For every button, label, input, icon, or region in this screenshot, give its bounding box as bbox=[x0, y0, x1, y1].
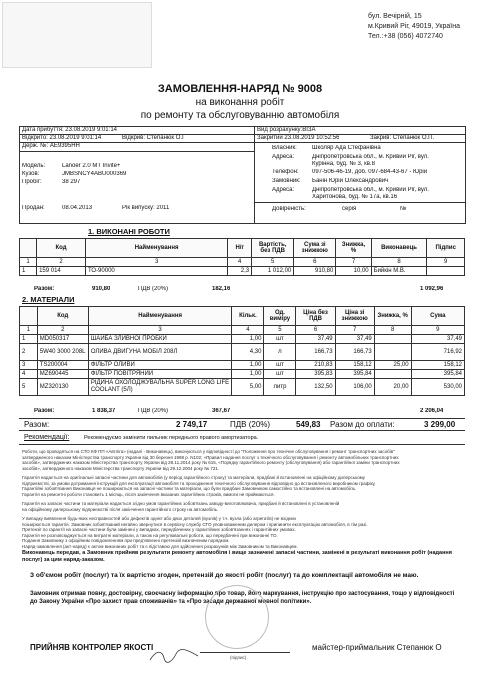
cell-discounted: 158,12 bbox=[335, 361, 374, 370]
col-number: 6 bbox=[294, 258, 336, 267]
phone-label: Телефон: bbox=[272, 169, 299, 175]
cell-qty: 1,00 bbox=[232, 361, 264, 370]
summary-pay-label: Разом до оплати: bbox=[330, 420, 395, 429]
customer-label: Замовник: bbox=[272, 178, 301, 184]
year-of-manufacture: Рік випуску: 2011 bbox=[122, 205, 170, 211]
opened-by: Відкрив: Степанюк О.І bbox=[122, 135, 184, 141]
works-vat-label: ПДВ (20%) bbox=[138, 286, 169, 292]
address-line: Тел.:+38 (056) 4072740 bbox=[368, 33, 443, 40]
table-row bbox=[20, 370, 465, 379]
col-number: 3 bbox=[86, 258, 228, 267]
summary-pay: 3 299,00 bbox=[424, 420, 456, 429]
cell-name: ОЛИВА ДВИГУНА МОБІЛ 208Л bbox=[88, 344, 232, 361]
summary-vat-label: ПДВ (20%) bbox=[230, 420, 271, 429]
fine-print-line: Претензії по гарантії на запасні частини були замінені у випадках, передбачених у гарантійних зобов'язаннях і гарантійних умовах. bbox=[22, 527, 296, 532]
cell-sum: 37,49 bbox=[411, 335, 464, 344]
cell-signature bbox=[427, 267, 465, 276]
payment-type: Вид розрахунку:ВІЗА bbox=[257, 127, 316, 133]
proxy-number: № bbox=[400, 206, 407, 212]
fine-print-line: підприємстві, за умови дотримання інструкцій для експлуатації автомобіля та проходження технічного обслуговування відповідно до встановленого виробником графіку, bbox=[22, 480, 376, 486]
cell-price: 395,83 bbox=[296, 370, 335, 379]
cell-discount: 25,00 bbox=[374, 361, 411, 370]
col-number: 5 bbox=[264, 326, 296, 335]
proxy-label: Довіреність: bbox=[272, 206, 306, 212]
mileage-label: Пробіг: bbox=[22, 179, 42, 185]
company-stamp bbox=[205, 585, 269, 649]
fine-print-line: затвердженого наказом Міністерства транспорту України від 30 березня 1998 р. N102; «Правил надання послуг з технічного обслуговування і ремонту автомобільних транспортних bbox=[22, 454, 399, 460]
col-header: Виконавець bbox=[371, 239, 427, 258]
works-total-net: 910,80 bbox=[92, 286, 111, 292]
company-address bbox=[368, 12, 460, 42]
customer-address-line: Харитонова, буд. № 17а, кв.16 bbox=[312, 194, 398, 200]
cell-price: 166,73 bbox=[296, 344, 335, 361]
col-number: 7 bbox=[336, 258, 371, 267]
opened-date: Відкрито: 23.08.2019 9:01:14 bbox=[22, 135, 102, 141]
proxy-series: серія bbox=[342, 206, 357, 212]
works-total-label: Разом: bbox=[34, 286, 55, 292]
cell-discounted: 37,49 bbox=[335, 335, 374, 344]
cell-unit: литр bbox=[264, 379, 296, 396]
works-section-title: 1. ВИКОНАНІ РОБОТИ bbox=[88, 227, 170, 236]
fine-print-line: засобів», затвердженого наказом Міністерства транспорту України від 29.12.2004 року № 721. bbox=[22, 465, 220, 471]
table-number-row bbox=[20, 326, 465, 335]
cell-sum: 395,84 bbox=[411, 370, 464, 379]
cell-discounted: 166,73 bbox=[335, 344, 374, 361]
fine-print-line: У випадку виявлення будь-яких несправностей або дефектів однієї або двох деталей (вузлів) у т.ч. вузла (або агрегатів) не вхідних bbox=[22, 516, 297, 521]
cell-discount bbox=[374, 335, 411, 344]
cell-discounted: 106,00 bbox=[335, 379, 374, 396]
cell-discounted: 910,80 bbox=[294, 267, 336, 276]
table-row bbox=[20, 361, 465, 370]
fine-print-line: Гарантія на запасні частини та матеріали надається згідно умов гарантійних зобов'язань заводу-виготовлювача, придбані й встановлені в установленій bbox=[22, 501, 340, 506]
handover-notice: Виконавець передав, а Замовник прийняв результати ремонту автомобіля і вище зазначені запасні частини, замінені в результаті виконання робіт (надання послуг) за цим наряд-заказом. bbox=[22, 550, 452, 563]
table-row bbox=[20, 344, 465, 361]
col-header: Сума зі знижкою bbox=[294, 239, 336, 258]
col-header: Ціна без ПДВ bbox=[296, 307, 335, 326]
cell-no: 2 bbox=[20, 344, 38, 361]
cell-no: 3 bbox=[20, 361, 38, 370]
fine-print-line: Наряд-замовлення (акт-наряд) є актом виконаних робіт та є підставою для здійснення розрахунків між Замовником та Виконавцем. bbox=[22, 543, 298, 549]
summary-vat: 549,83 bbox=[296, 420, 321, 429]
col-header: Код bbox=[37, 239, 86, 258]
col-header: Знижка, % bbox=[374, 307, 411, 326]
cell-unit: шт bbox=[264, 361, 296, 370]
fine-print-line: Подання Замовнику з офіційним повідомленням при пред'явленні претензій визначеним порядком. bbox=[22, 538, 230, 543]
fine-print-line: Роботи, що проводяться на СТО КФ ПП «Автліга» (надалі - Виконавець), виконуються у відповідності до "Положення про технічне обслуговування і ремонт транспортних засобів" bbox=[22, 449, 395, 454]
col-number: 4 bbox=[232, 326, 264, 335]
cell-price: 132,50 bbox=[296, 379, 335, 396]
customer-address-label: Адреса: bbox=[272, 187, 295, 193]
owner-address-label: Адреса: bbox=[272, 154, 295, 160]
materials-total: 2 206,04 bbox=[420, 408, 444, 414]
fine-print bbox=[22, 449, 464, 549]
model-value: Lanoer 2.0 MT Invite+ bbox=[62, 163, 121, 169]
plate-number: Держ. №: АЕ9395НН bbox=[22, 143, 80, 149]
cell-price: 1 012,00 bbox=[252, 267, 294, 276]
col-header: Код bbox=[37, 307, 88, 326]
cell-sum: 530,00 bbox=[411, 379, 464, 396]
materials-vat-label: ПДВ (20%) bbox=[138, 408, 169, 414]
cell-name: РІДИНА ОХОЛОДЖУВАЛЬНА SUPER LONG LIFE COOLANT (5Л) bbox=[88, 379, 232, 396]
col-header: Сума bbox=[411, 307, 464, 326]
col-number: 2 bbox=[37, 258, 86, 267]
fine-print-line: Гарантія не розповсюджується на витратні матеріали, а також на регулювальні роботи, що передбачені при виконанні ТО. bbox=[22, 532, 278, 538]
col-number: 9 bbox=[427, 258, 465, 267]
closed-by: Закрив: Степанюк О.П. bbox=[370, 135, 435, 141]
col-number: 1 bbox=[20, 258, 37, 267]
cell-discount: 10,00 bbox=[336, 267, 371, 276]
col-header: Найменування bbox=[86, 239, 228, 258]
materials-total-net: 1 838,37 bbox=[92, 408, 116, 414]
col-header: Підпис bbox=[427, 239, 465, 258]
col-number: 2 bbox=[37, 326, 88, 335]
summary-net: 2 749,17 bbox=[176, 420, 208, 429]
cell-code: TS200004 bbox=[37, 361, 88, 370]
fine-print-line: поширюється гарантія. Замовник зобов'язаний негайно звернутися в сервісну службу СТО уповноваженим дилером і припинити експлуатацію автомобіля, в тім разі. bbox=[22, 521, 368, 527]
cell-qty: 5,00 bbox=[232, 379, 264, 396]
materials-total-label: Разом: bbox=[34, 408, 55, 414]
cell-code: 159 014 bbox=[37, 267, 86, 276]
receiving-master: майстер-приймальник Степанюк О bbox=[312, 643, 442, 652]
col-number: 4 bbox=[228, 258, 252, 267]
customer-address-line: Дніпропетровська обл., м. Кривий Ріг, вул. bbox=[312, 187, 429, 193]
cell-no: 1 bbox=[20, 267, 37, 276]
owner-name: Школяр Ада Стефанівна bbox=[312, 145, 381, 151]
cell-code: MZ690445 bbox=[37, 370, 88, 379]
cell-no: 5 bbox=[20, 379, 38, 396]
recommendations-label: Рекомендації: bbox=[24, 434, 70, 441]
arrival-date: Дата прибуття: 23.08.2019 9:01:14 bbox=[22, 127, 117, 133]
company-logo bbox=[2, 2, 152, 68]
col-header: Знижка, % bbox=[336, 239, 371, 258]
col-number: 9 bbox=[411, 326, 464, 335]
cell-no: 4 bbox=[20, 370, 38, 379]
vin-label: Кузов: bbox=[22, 171, 40, 177]
summary-label: Разом: bbox=[24, 420, 50, 429]
customer-name: Банін Юрій Олександрович bbox=[312, 178, 389, 184]
page-subtitle: на виконання робіт bbox=[195, 97, 285, 108]
cell-unit: шт bbox=[264, 335, 296, 344]
col-number: 5 bbox=[252, 258, 294, 267]
address-line: м.Кривий Ріг, 49019, Україна bbox=[368, 23, 460, 30]
col-header: Кільк. bbox=[232, 307, 264, 326]
cell-executor: Бийкін М.В. bbox=[371, 267, 427, 276]
fine-print-line: Гарантія надається на оригінальні запасні частини для автомобілів (у період гарантійного строку) та матеріали, придбані й встановлені на офіційному дилерському bbox=[22, 475, 365, 480]
vin-value: JMBSNCY4ABU000369 bbox=[62, 171, 127, 177]
cell-name: ФІЛЬТР ОЛИВИ bbox=[88, 361, 232, 370]
col-number: 8 bbox=[374, 326, 411, 335]
cell-qty: 1,00 bbox=[232, 335, 264, 344]
model-label: Модель: bbox=[22, 163, 46, 169]
address-line: бул. Вечірній, 15 bbox=[368, 13, 422, 20]
cell-discount bbox=[374, 370, 411, 379]
fine-print-line: на офіційному дилерському підприємстві після закінчення гарантійного строку на автомобіль. bbox=[22, 506, 219, 512]
table-row bbox=[20, 379, 465, 396]
cell-name: ФІЛЬТР ПОВІТРЯНИЙ bbox=[88, 370, 232, 379]
cell-price: 37,49 bbox=[296, 335, 335, 344]
cell-code: MD050317 bbox=[37, 335, 88, 344]
signature-image bbox=[148, 648, 200, 664]
fine-print-line: Гарантія на ремонтні роботи становить 1 місяць, після закінчення вказаних гарантійних строків, вимоги не приймаються. bbox=[22, 491, 275, 497]
sold-value: 08.04.2013 bbox=[62, 205, 93, 211]
cell-qty: 4,30 bbox=[232, 344, 264, 361]
cell-unit: шт bbox=[264, 370, 296, 379]
materials-vat: 367,67 bbox=[212, 408, 231, 414]
cell-name: ТО-90000 bbox=[86, 267, 228, 276]
consent-statement: Замовник отримав повну, достовірну, своєчасну інформацію про товар, його маркування, інструкцію про застосування, тощо у відповідності до Закону України «Про захист прав споживачів» та «Про засади державної мовної політики». bbox=[30, 591, 455, 605]
cell-sum: 158,12 bbox=[411, 361, 464, 370]
table-row bbox=[20, 335, 465, 344]
phone-value: 097-506-46-19, доб. 097-684-43-67 - Юрій bbox=[312, 169, 428, 175]
works-table bbox=[19, 238, 465, 276]
col-number: 8 bbox=[371, 258, 427, 267]
owner-label: Власник: bbox=[272, 145, 297, 151]
page-subtitle-2: по ремонту та обслуговуванню автомобіля bbox=[140, 110, 340, 121]
cell-price: 210,83 bbox=[296, 361, 335, 370]
col-number: 7 bbox=[335, 326, 374, 335]
cell-code: MZ320130 bbox=[37, 379, 88, 396]
cell-discount bbox=[374, 344, 411, 361]
page-title: ЗАМОВЛЕННЯ-НАРЯД № 9008 bbox=[157, 83, 323, 95]
col-header: Од. виміру bbox=[264, 307, 296, 326]
quality-controller-label: ПРИЙНЯВ КОНТРОЛЕР ЯКОСТІ bbox=[30, 643, 154, 652]
table-number-row bbox=[20, 258, 465, 267]
cell-sum: 716,92 bbox=[411, 344, 464, 361]
table-row bbox=[20, 267, 465, 276]
materials-section-title: 2. МАТЕРІАЛИ bbox=[22, 295, 75, 304]
cell-discount: 20,00 bbox=[374, 379, 411, 396]
acceptance-statement: З об'ємом робіт (послуг) та їх вартістю згоден, претензій до якості робіт (послуг) та до комплектації автомобіля не маю. bbox=[30, 572, 419, 579]
owner-address-line: Дніпропетровська обл., м. Кривий Ріг, вул. bbox=[312, 154, 429, 160]
fine-print-line: засобів», затверджених наказом Міністерства транспорту України від 28.11.2014 року № 615, «Порядку гарантійного ремонту (обслуговування) або гарантійної заміни транспортних bbox=[22, 460, 400, 465]
col-header: Вартість, без ПДВ bbox=[252, 239, 294, 258]
col-header: Найменування bbox=[88, 307, 232, 326]
closed-date: Закритий 23.08.2019 10:52:56 bbox=[257, 135, 340, 141]
col-number: 6 bbox=[296, 326, 335, 335]
materials-table bbox=[19, 306, 465, 396]
table-header-row bbox=[20, 239, 465, 258]
cell-hours: 2,3 bbox=[228, 267, 252, 276]
sold-label: Продан: bbox=[22, 205, 45, 211]
fine-print-line: Гарантійні зобов'язання Виконавця не поширюються на запасні частини та матеріали, що були придбані Замовником самостійно та встановлені на автомобіль. bbox=[22, 486, 357, 491]
col-header: Ціна зі знижкою bbox=[335, 307, 374, 326]
cell-name: ШАЙБА ЗЛИВНОЇ ПРОБКИ bbox=[88, 335, 232, 344]
col-number: 3 bbox=[88, 326, 232, 335]
col-header: Н/г bbox=[228, 239, 252, 258]
cell-unit: л bbox=[264, 344, 296, 361]
cell-qty: 1,00 bbox=[232, 370, 264, 379]
works-vat: 182,16 bbox=[212, 286, 231, 292]
mileage-value: 38 297 bbox=[62, 179, 81, 185]
cell-no: 1 bbox=[20, 335, 38, 344]
cell-code: 5W40 3000 208L bbox=[37, 344, 88, 361]
cell-discounted: 395,84 bbox=[335, 370, 374, 379]
col-number: 1 bbox=[20, 326, 38, 335]
table-header-row bbox=[20, 307, 465, 326]
works-total: 1 092,96 bbox=[420, 286, 444, 292]
owner-address-line: Курінна, буд. № 3, кв.8 bbox=[312, 161, 375, 167]
signature-hint: (підпис) bbox=[230, 655, 247, 660]
recommendations-text: Рекомендуємо замінити пильник переднього правого амортизатора. bbox=[84, 435, 259, 441]
